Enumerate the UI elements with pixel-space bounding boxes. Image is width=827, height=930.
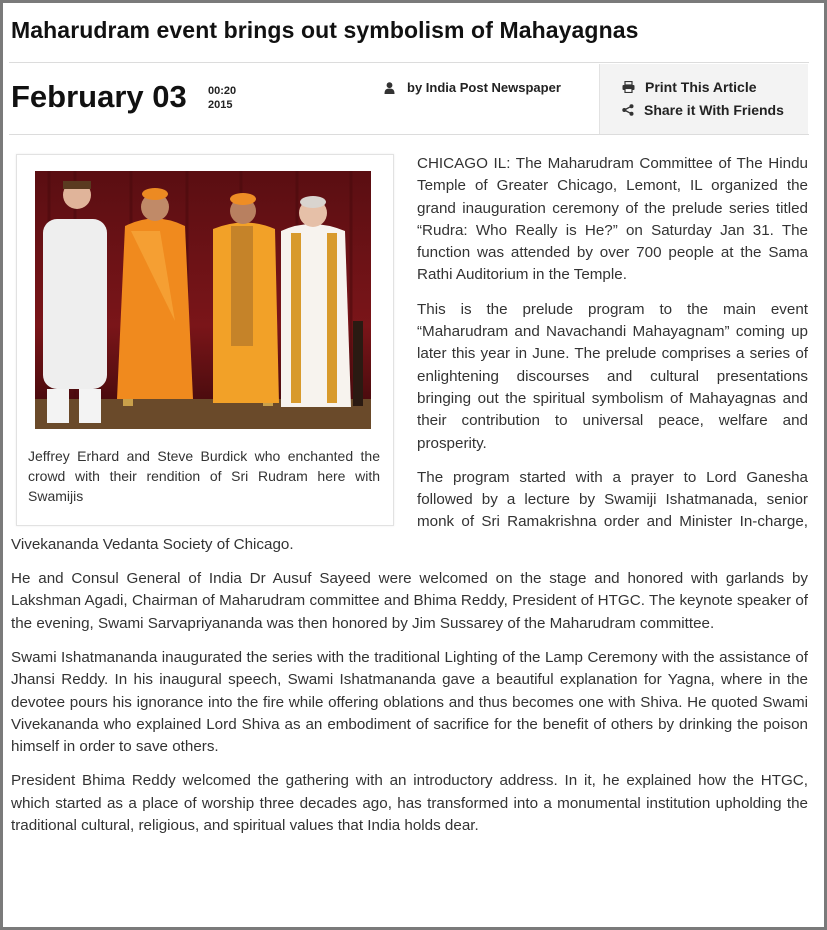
- share-article-label: Share it With Friends: [644, 102, 784, 118]
- article-time: [208, 84, 236, 112]
- header-divider-bottom: [9, 134, 809, 135]
- article-date: February 03: [11, 79, 187, 114]
- article-time-year: 2015: [208, 99, 233, 111]
- article-paragraph: Swami Ishatmananda inaugurated the series with the traditional Lighting of the Lamp Ceremony with the assistance of Jhansi Reddy. In his inaugural speech, Swami Ishatmananda gave a beautiful explanation for Yagna, where in the devotee pours his ignorance into the fire while offering oblations and thus becomes one with Shiva. He quoted Swami Vivekananda who explained Lord Shiva as an embodiment of sacrifice for the benefit of others by drinking the poison himself in order to save others.: [11, 648, 808, 756]
- article-paragraph: CHICAGO IL: The Maharudram Committee of The Hindu Temple of Greater Chicago, Lemont, IL organized the grand inauguration ceremony of the prelude series titled “Rudra: Who Really is He?” on Saturday Jan 31. The function was attended by over 700 people at the Sama Rathi Auditorium in the Temple.: [417, 155, 808, 284]
- article-paragraph: The program started with a prayer to Lord Ganesha followed by a lecture by Swamiji Ishatmanada, senior monk of Sri Ramakrishna order and Minister In-charge, Vivekananda Vedanta Society of Chicago.: [11, 468, 808, 553]
- article-paragraph: President Bhima Reddy welcomed the gathering with an introductory address. In it, he explained how the HTGC, which started as a place of worship three decades ago, has transformed into a monumental institution upholding the traditional cultural, religious, and spiritual values that India holds dear.: [11, 772, 808, 835]
- figure-caption: Jeffrey Erhard and Steve Burdick who enchanted the crowd with their rendition of Sri Rudram here with Swamijis: [28, 448, 380, 504]
- author-name: by India Post Newspaper: [407, 80, 561, 95]
- article-author: [384, 80, 561, 95]
- print-article-button[interactable]: [622, 79, 757, 95]
- article-tools-panel: [599, 64, 808, 134]
- article-photo[interactable]: [35, 171, 371, 429]
- article-figure: [16, 154, 394, 526]
- header-divider-top: [9, 62, 809, 63]
- share-icon: [622, 104, 634, 116]
- user-icon: [384, 82, 395, 94]
- share-article-button[interactable]: [622, 102, 784, 118]
- print-icon: [622, 81, 635, 93]
- article-time-clock: 00:20: [208, 85, 237, 97]
- article-paragraph: This is the prelude program to the main event “Maharudram and Navachandi Mahayagnam” coming up later this year in June. The prelude comprises a series of enlightening discourses and cultural presentations bringing out the spiritual symbolism of Mahayagnas and their contribution to universal peace, welfare and prosperity.: [417, 300, 808, 452]
- article-title: Maharudram event brings out symbolism of Mahayagnas: [11, 17, 639, 43]
- print-article-label: Print This Article: [645, 79, 757, 95]
- article-paragraph: He and Consul General of India Dr Ausuf Sayeed were welcomed on the stage and honored with garlands by Lakshman Agadi, Chairman of Maharudram committee and Bhima Reddy, President of HTGC. The keynote speaker of the evening, Swami Sarvapriyananda was then honored by Jim Sussarey of the Maharudram committee.: [11, 570, 808, 632]
